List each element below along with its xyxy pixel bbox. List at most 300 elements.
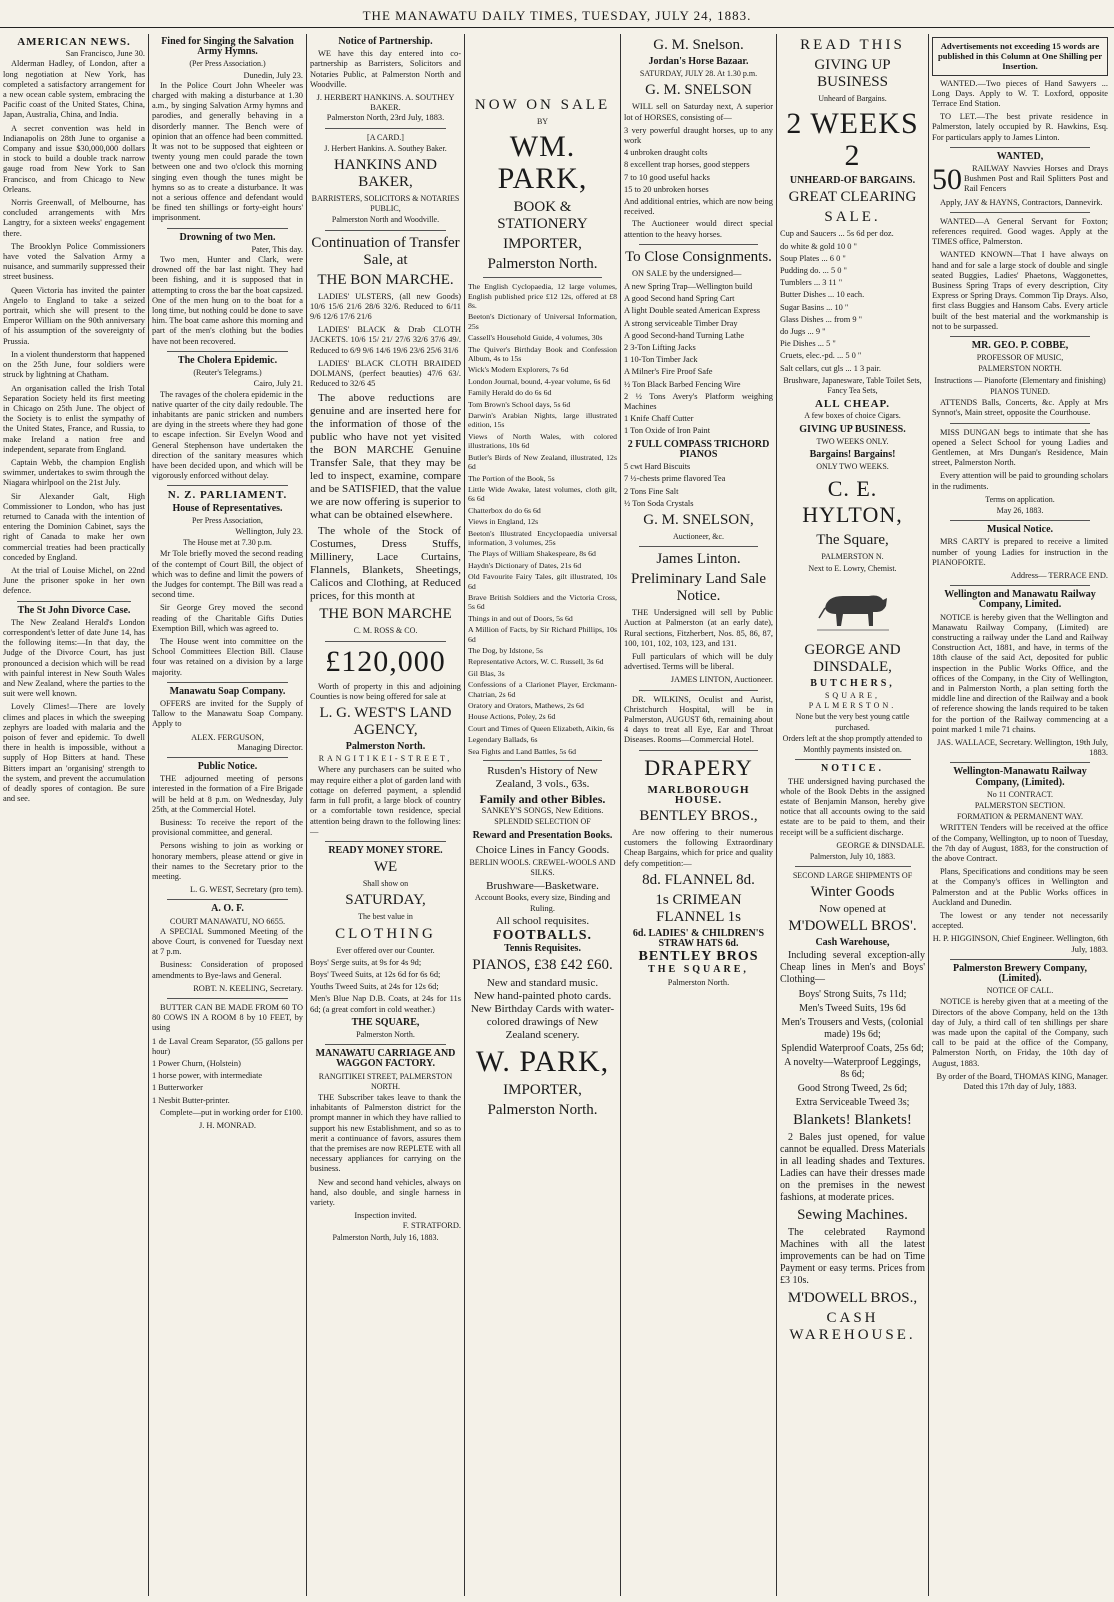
store-owner: BENTLEY BROS: [638, 949, 759, 965]
paragraph: At the trial of Louise Michel, on 22nd June the prisoner spoke in her own defence.: [3, 565, 145, 596]
ad-body: Every attention will be paid to grounding scholars in the rudiments.: [932, 471, 1108, 491]
ad-body: MISS DUNGAN begs to intimate that she has opened a Select School for young Ladies and Gentlemen, at Mrs Dungan's Residence, Main street, Palmerston North.: [932, 427, 1108, 468]
divider: [17, 601, 131, 602]
ad-heading: DRAPERY: [644, 754, 753, 780]
list-item: A Milner's Fire Proof Safe: [624, 367, 713, 377]
sale-item: LADIES' ULSTERS, (all new Goods) 10/6 15/6 21/6 28/6 32/6. Reduced to 6/11 9/6 12/6 17/6 21/6: [310, 291, 461, 322]
article-heading: The St John Divorce Case.: [17, 604, 131, 616]
ad-day: SATURDAY,: [345, 892, 426, 909]
paragraph: Captain Webb, the champion English swimmer, undertakes to swim through the Niagara whirlpool on the 21st July.: [3, 457, 145, 488]
list-item: 1 horse power, with intermediate: [152, 1071, 263, 1081]
agency-location: Palmerston North.: [345, 741, 426, 753]
paragraph: An organisation called the Irish Total Separation Society held its first meeting in Chicago on 25th June. The object of the Society is to enlist the sympathy of the United States, France, and Russia, to make Ireland a nation free and independent, separate from England.: [3, 383, 145, 454]
list-item: Sea Fights and Land Battles, 5s 6d: [468, 746, 577, 756]
ad-we: WE: [373, 859, 398, 876]
partner-names: J. HERBERT HANKINS. A. SOUTHEY BAKER.: [316, 93, 455, 113]
agency-name: L. G. WEST'S LAND AGENCY,: [319, 705, 452, 739]
equipment-list: [152, 1037, 303, 1106]
ad-line: Monthly payments insisted on.: [803, 745, 902, 755]
list-item: A strong serviceable Timber Dray: [624, 318, 738, 328]
column-shops: [777, 34, 928, 1596]
ad-signature: ALEX. FERGUSON,: [191, 732, 264, 742]
ad-line: Now opened at: [819, 903, 886, 916]
paragraph: Queen Victoria has invited the painter Angelo to England to take a seized portrait, which she will present to the Emperor William on the 90th anniversary of his assumption of the sovereignty of Prussia.: [3, 285, 145, 346]
store-location: Palmerston North.: [667, 977, 730, 987]
list-item: Butter Dishes ... 10 each.: [780, 290, 865, 300]
ad-heading: Wellington-Manawatu Railway Company, (Limited).: [953, 766, 1087, 788]
paragraph: In the Police Court John Wheeler was charged with making a disturbance at 1.30 a.m., by singing Salvation Army hymns and parodies, and generally behaving in a disorderly manner. The Bench were of opinion that an offence had been committed. It was not to be supposed that eighteen or twenty young men could parade the town between one and two o'clock this morning singing even though the tunes might be hymns so as to create a disturbance. It was not a serious offence and defendant would be fined ten shillings or forty-eight hours' imprisonment.: [152, 80, 303, 223]
list-item: Wick's Modern Explorers, 7s 6d: [468, 365, 569, 375]
list-item: Men's Trousers and Vests, (colonial made) 19s 6d;: [781, 1016, 924, 1040]
list-item: Boys' Serge suits, at 9s for 4s 9d;: [310, 957, 422, 967]
list-item: Views of North Wales, with colored illustrations, 10s 6d: [468, 431, 617, 451]
column-auctions: [621, 34, 776, 1596]
ad-line: BERLIN WOOLS. CREWEL-WOOLS AND SILKS.: [469, 857, 616, 878]
ad-body: THE adjourned meeting of persons interested in the formation of a Fire Brigade will be held at 8 p.m. on Wednesday, July 25th, at the Commercial Hotel.: [152, 774, 303, 814]
store-type: Cash Warehouse,: [815, 936, 890, 948]
divider: [639, 690, 758, 691]
ad-line: Reward and Presentation Books.: [472, 829, 613, 841]
list-item: 1 10-Ton Timber Jack: [624, 355, 698, 365]
sitting-time: The House met at 7.30 p.m.: [183, 538, 272, 548]
store-location: Palmerston North.: [356, 1029, 415, 1039]
ad-body: WILL sell on Saturday next, A superior lot of HORSES, consisting of—: [624, 102, 773, 122]
navvies-ad: [932, 164, 1108, 198]
dateline: Dunedin, July 23.: [243, 70, 303, 80]
shop-name: W. PARK,: [475, 1045, 610, 1079]
ad-line: 6d. LADIES' & CHILDREN'S STRAW HATS 6d.: [632, 927, 765, 949]
list-item: Extra Serviceable Tweed 3s;: [795, 1096, 910, 1108]
list-item: A good Second-hand Turning Lathe: [624, 330, 745, 340]
ad-heading: GIVING UP BUSINESS: [814, 57, 891, 90]
paragraph: Two men, Hunter and Clark, were drowned off the bar last night. They had been fishing, and it is supposed that in attempting to cross the bar the boat capsized. One of the men hung on to the boat for a long time, but nothing could be done to save him. The boat came ashore this morning and part of the men's clothing but the bodies have not been recovered.: [152, 255, 303, 346]
list-item: Pudding do. ... 5 0 ": [780, 266, 847, 276]
firm-title: BARRISTERS, SOLICITORS & NOTARIES PUBLIC,: [311, 194, 460, 214]
divider: [325, 841, 446, 842]
ad-heading: Preliminary Land Sale Notice.: [631, 571, 766, 605]
ad-body: NOTICE is hereby given that the Wellington and Manawatu Railway Company, (Limited) are constructing a railway under the Land and Railway Construction Act, 1881, and have, in terms of the 18th clause of the said Act, deposited for public inspection in the Public Works Office, and the offices of the Company, in the City of Wellington, and in Palmerston North, a plan setting forth the middle line and direction of the Railway and a book of reference showing the lands required to be taken for the portion of the Railway commencing at a point marked 1 mile 71 chains.: [932, 612, 1108, 734]
ad-body: New and second hand vehicles, always on hand, also double, and single harness in variety.: [310, 1177, 461, 1207]
horse-list: [624, 126, 773, 218]
property-value: £120,000: [325, 644, 446, 678]
list-item: The English Cyclopaedia, 12 large volumes, English published price £12 12s, offered at £8 8s.: [468, 282, 617, 311]
divider: [950, 959, 1091, 960]
ad-heading: Winter Goods: [810, 884, 895, 901]
ad-signature: J. H. MONRAD.: [198, 1121, 256, 1131]
ad-by: BY: [536, 117, 549, 126]
shop-location: Palmerston North.: [487, 1102, 598, 1119]
consignment-list: [624, 282, 773, 437]
firm-location: Palmerston North and Woodville.: [331, 215, 440, 225]
ad-heading: NOTICE.: [821, 763, 884, 775]
divider: [950, 423, 1091, 424]
store-owner: BENTLEY BROS.,: [639, 807, 758, 824]
ad-body: Business: To receive the report of the provisional committee, and general.: [152, 818, 303, 838]
list-item: Haydn's Dictionary of Dates, 21s 6d: [468, 560, 582, 570]
ad-line: Terms on application.: [985, 494, 1055, 504]
ad-line: Inspection invited.: [354, 1211, 417, 1221]
ad-heading: READY MONEY STORE.: [328, 844, 443, 856]
ad-line: Brushware—Basketware.: [486, 880, 599, 893]
butcher-trade: BUTCHERS,: [810, 677, 895, 689]
list-item: 7 ½-chests prime flavored Tea: [624, 474, 726, 484]
list-item: Glass Dishes ... from 9 ": [780, 314, 863, 324]
article-heading: N. Z. PARLIAMENT.: [167, 489, 288, 502]
list-item: Cruets, elec.-pd. ... 5 0 ": [780, 351, 862, 361]
ad-body: ATTENDS Balls, Concerts, &c. Apply at Mrs Synnot's, Main street, opposite the Courthouse.: [932, 398, 1108, 418]
shop-address: PALMERSTON N.: [821, 552, 884, 562]
list-item: The Dog, by Idstone, 5s: [468, 646, 543, 656]
column-classifieds: [929, 34, 1114, 1596]
ad-line: A few boxes of choice Cigars.: [804, 411, 901, 421]
classified-ad: WANTED KNOWN—That I have always on hand and for sale a large stock of double and single seated Buggies, Ladies' Phaetons, Waggonettes, Business Spring Traps of every description, City Express or Spring Drays. Common Tip Drays. Also, first class Buggies and Hansom Cabs. Every article built of the best material and the workmanship is not to be surpassed.: [932, 250, 1108, 331]
divider: [167, 228, 288, 229]
paragraph: The Brooklyn Police Commissioners have voted the Salvation Army a nuisance, and summarily suppressed their street business.: [3, 241, 145, 282]
classified-ad: WANTED—A General Servant for Foxton; references required. Good wages. Apply at the TIMES office, Palmerston.: [932, 216, 1108, 247]
list-item: Tom Brown's School days, 5s 6d: [468, 399, 571, 409]
ad-line: 2 FULL COMPASS TRICHORD PIANOS: [627, 438, 770, 460]
ad-line: SALE.: [824, 209, 881, 226]
divider: [950, 212, 1091, 213]
ad-signature: JAS. WALLACE, Secretary. Wellington, 19th July, 1883.: [937, 737, 1108, 758]
ad-address: Address— TERRACE END.: [1010, 570, 1108, 580]
ad-date: Palmerston, July 10, 1883.: [809, 851, 896, 861]
ad-line: RANGITIKEI STREET, PALMERSTON NORTH.: [318, 1071, 453, 1091]
classified-rates: Advertisements not exceeding 15 words are published in this Column at One Shilling per Insertion.: [932, 37, 1108, 76]
bull-illustration-icon: [813, 578, 893, 638]
ad-body: OFFERS are invited for the Supply of Tallow to the Manawatu Soap Company. Apply to: [152, 698, 303, 729]
store-name: M'DOWELL BROS'.: [788, 917, 917, 934]
ad-date: May 26, 1883.: [996, 505, 1044, 515]
auctioneer-name: G. M. SNELSON,: [643, 511, 754, 528]
list-item: Things in and out of Doors, 5s 6d: [468, 613, 573, 623]
goods-list: [624, 462, 773, 509]
classified-ad: TO LET.—The best private residence in Palmerston, lately occupied by R. Hawkins, Esq. For particulars apply to James Linton.: [932, 112, 1108, 142]
press-association: (Per Press Association.): [189, 59, 266, 69]
ad-line: The best value in: [358, 912, 413, 922]
paragraph: Alderman Hadley, of London, after a long negotiation at New York, has completed a satisfactory arrangement for a new ocean cable system, embracing the Pacific coast of the United States, China, Japan, Australia, China, and India.: [3, 59, 145, 120]
divider: [639, 244, 758, 245]
ad-read-this: READ THIS: [800, 37, 905, 53]
ad-heading: Sewing Machines.: [797, 1206, 908, 1223]
court-name: COURT MANAWATU, NO 6655.: [169, 916, 286, 926]
list-item: 15 to 20 unbroken horses: [624, 184, 709, 194]
list-item: Boys' Tweed Suits, at 12s 6d for 6s 6d;: [310, 969, 441, 979]
masthead: THE MANAWATU DAILY TIMES, TUESDAY, JULY 24, 1883.: [0, 8, 1114, 28]
ad-line: GIVING UP BUSINESS.: [799, 423, 906, 435]
ad-line: PIANOS, £38 £42 £60.: [472, 957, 613, 974]
ad-line: Account Books, every size, Binding and Ruling.: [474, 893, 611, 913]
ad-signature: ROBT. N. KEELING, Secretary.: [193, 983, 303, 993]
auctioneer-name: G. M. SNELSON: [645, 82, 752, 99]
ad-line: SANKEY'S SONGS, New Editions.: [481, 806, 604, 816]
ad-line: Choice Lines in Fancy Goods.: [475, 843, 610, 856]
ad-line: Shall show on: [362, 879, 409, 889]
shop-owner: C. E. HYLTON,: [802, 476, 903, 528]
ad-line: None but the very best young cattle purchased.: [795, 712, 910, 732]
ad-body: Business: Consideration of proposed amendments to Bye-laws and General.: [152, 960, 303, 980]
list-item: 3 very powerful draught horses, up to any work: [624, 125, 773, 146]
ad-line: New Birthday Cards with water-colored drawings of New Zealand scenery.: [470, 1003, 615, 1042]
list-item: Men's Tweed Suits, 19s 6d: [799, 1002, 906, 1014]
shop-importer: IMPORTER,: [503, 236, 582, 253]
ad-line: Family and other Bibles.: [479, 792, 606, 807]
card-names: J. Herbert Hankins. A. Southey Baker.: [324, 143, 447, 153]
ad-body: DR. WILKINS, Oculist and Aurist, Christchurch Hospital, will be in Palmerston, AUGUST 6th, remaining about 4 days to treat all Eye, Ear and Throat Diseases. Rooms—Commercial Hotel.: [624, 694, 773, 745]
ad-body: The lowest or any tender not necessarily accepted.: [932, 911, 1108, 931]
list-item: Views in England, 12s: [468, 517, 539, 527]
list-item: The Plays of William Shakespeare, 8s 6d: [468, 549, 596, 559]
ad-line: No 11 CONTRACT.: [987, 789, 1053, 799]
list-item: 1 Knife Chaff Cutter: [624, 414, 694, 424]
dateline: Wellington, July 23.: [235, 526, 303, 536]
crockery-list: [780, 229, 925, 373]
ad-body: Including several exception-ally Cheap lines in Men's and Boys' Clothing—: [780, 949, 925, 985]
list-item: Legendary Ballads, 6s: [468, 735, 538, 745]
list-item: Confessions of a Clarionet Player, Erckmann-Chatrian, 2s 6d: [468, 680, 617, 699]
list-item: Pie Dishes ... 5 ": [780, 339, 836, 349]
list-item: Beeton's Illustrated Encyclopaedia universal information, 3 volumes, 25s: [468, 528, 617, 547]
list-item: The Quiver's Birthday Book and Confession Album, 4s to 15s: [468, 344, 617, 364]
spacer: [468, 34, 617, 94]
classified-ad: WANTED.—Two pieces of Hand Sawyers ... Long Days. Apply to W. T. Loxford, opposite Terrace End Station.: [932, 78, 1108, 109]
article-heading: The Cholera Epidemic.: [177, 354, 278, 366]
ad-signature: GEORGE & DINSDALE.: [836, 840, 925, 850]
ad-line: PALMERSTON SECTION.: [974, 801, 1066, 810]
article-subheading: House of Representatives.: [172, 502, 283, 514]
ad-body: Are now offering to their numerous customers the following Extraordinary Cheap Bargains, which for price and quality defy competition:—: [624, 827, 773, 868]
divider: [325, 128, 446, 129]
ad-heading: A. O. F.: [211, 903, 244, 915]
divider: [167, 351, 288, 352]
divider: [950, 585, 1091, 586]
ad-heading: Manawatu Soap Company.: [169, 685, 286, 697]
store-name: THE BON MARCHE.: [317, 271, 454, 288]
agency-street: RANGITIKEI-STREET,: [318, 754, 453, 764]
ad-body: THE undersigned having purchased the whole of the Book Debts in the assigned estate of Benjamin Manson, hereby give notice that all accounts owing to the said estate are to be paid to them, and their receipt will be a sufficient discharge.: [780, 776, 925, 837]
list-item: 1 de Laval Cream Separator, (55 gallons per hour): [152, 1036, 303, 1056]
divider: [325, 1044, 446, 1045]
store-type: CASH WAREHOUSE.: [789, 1309, 916, 1343]
ad-heading: Musical Notice.: [986, 524, 1054, 536]
ad-body: The above reductions are genuine and are inserted here for the information of those of the public who have not yet visited the BON MARCHE Genuine Transfer Sale, that they may be led to inspect, examine, compare and be SATISFIED, that the value we are now offering is superior to what can be obtained elsewhere.: [310, 392, 461, 522]
list-item: Soup Plates ... 6 0 ": [780, 253, 846, 263]
ad-signature: JAMES LINTON, Auctioneer.: [670, 675, 773, 685]
ad-line: New hand-painted photo cards.: [473, 990, 612, 1003]
divider: [167, 485, 288, 486]
list-item: Family Herald do do 6s 6d: [468, 388, 552, 398]
ad-line: Ever offered over our Counter.: [336, 945, 435, 955]
paragraph: Sir George Grey moved the second reading of the Charitable Gifts Duties Exemption Bill, which was agreed to.: [152, 603, 303, 633]
list-item: The Portion of the Book, 5s: [468, 473, 555, 483]
list-item: Splendid Waterproof Coats, 25s 6d;: [781, 1042, 924, 1054]
ad-line: 8d. FLANNEL 8d.: [642, 871, 755, 888]
notice-date: Palmerston North, 23rd July, 1883.: [326, 113, 445, 123]
ad-line: Brushware, Japanesware, Table Toilet Sets, Fancy Tea Sets,: [783, 375, 922, 396]
ad-signature-title: Managing Director.: [237, 742, 303, 752]
list-item: ½ Ton Black Barbed Fencing Wire: [624, 379, 741, 389]
divider: [639, 750, 758, 751]
divider: [167, 682, 288, 683]
divider: [325, 230, 446, 231]
ad-body: The celebrated Raymond Machines with all the latest improvements can be had on Time Payment or easy terms. Prices from £3 10s.: [780, 1226, 925, 1286]
list-item: Salt cellars, cut gls ... 1 3 pair.: [780, 363, 881, 373]
shop-location: Palmerston North.: [487, 256, 598, 273]
shop-name: WM. PARK,: [497, 130, 588, 196]
list-item: A new Spring Trap—Wellington build: [624, 282, 753, 292]
ad-body: Full particulars of which will be duly advertised. Terms will be liberal.: [624, 651, 773, 672]
ad-heading: Wellington and Manawatu Railway Company, Limited.: [944, 589, 1096, 611]
divider: [167, 899, 288, 900]
butcher-address: SQUARE, PALMERSTON.: [808, 691, 897, 711]
ad-body: THE Undersigned will sell by Public Auction at Palmerston (at an early date), Rural sections, Fitzherbert, Nos. 85, 86, 87, 100, 101, 102, 103, 123, and 131.: [624, 608, 773, 648]
ad-line: Instructions — Pianoforte (Elementary and finishing): [934, 375, 1106, 385]
ad-heading: Public Notice.: [197, 761, 258, 772]
paragraph: Lovely Climes!—There are lovely climes and places in which the sweeping zephyrs are loaded with malaria and the poison of fever and epidemic. To dwell there in health is impossible, without a supply of Hop Bitters at hand. These Bitters impart an 'organising' strength to the system, and prevent the accumulation of deadly spores of contagion. Be sure and see.: [3, 702, 145, 804]
ad-line: All school requisites.: [495, 914, 590, 927]
divider: [950, 336, 1091, 337]
store-name: THE BON MARCHE: [319, 606, 452, 623]
sale-item: LADIES' BLACK CLOTH BRAIDED DOLMANS, (perfect beauties) 47/6 63/. Reduced to 32/6 45: [310, 358, 461, 389]
ad-body: ON SALE by the undersigned—: [632, 268, 742, 278]
paragraph: The House went into committee on the School Committees Election Bill. Clause four was retained on a division by a large majority.: [152, 636, 303, 677]
list-item: Youths Tweed Suits, at 24s for 12s 6d;: [310, 982, 439, 992]
ad-weeks: 2 WEEKS 2: [786, 107, 919, 173]
ad-line: Unheard of Bargains.: [818, 94, 887, 103]
list-item: Chatterbox do do 6s 6d: [468, 505, 541, 515]
list-item: 2 3-Ton Lifting Jacks: [624, 343, 696, 353]
book-list: [468, 282, 617, 756]
shop-trade: BOOK & STATIONERY: [497, 199, 588, 233]
list-item: 2 ½ Tons Avery's Platform weighing Machines: [624, 391, 773, 412]
ad-heading: Notice of Partnership.: [338, 36, 433, 47]
ad-body: NOTICE is hereby given that at a meeting of the Directors of the above Company, held on the 13th day of July, a third call of ten shillings per share was made upon the capital of the Company, such call to be paid at the office of the Company, Palmerston North, on Friday, the 10th day of August, 1883.: [932, 997, 1108, 1068]
ad-signature: F. STRATFORD.: [402, 1221, 461, 1231]
ad-line: UNHEARD-OF BARGAINS.: [789, 175, 916, 187]
list-item: Representative Actors, W. C. Russell, 3s 6d: [468, 657, 604, 667]
ad-body: Complete—put in working order for £100.: [160, 1107, 303, 1117]
divider: [167, 998, 288, 999]
divider: [795, 866, 911, 867]
article-heading: AMERICAN NEWS.: [17, 36, 131, 48]
ad-line: Orders left at the shop promptly attended to: [782, 733, 923, 743]
ad-line: NOTICE OF CALL.: [986, 986, 1054, 996]
paragraph: Sir Alexander Galt, High Commissioner to London, who has just returned to Canada with the intention of entering the Dominion Cabinet, says the right of Canada to make her own commercial treaties had been practically conceded by England.: [3, 491, 145, 562]
ad-item: CLOTHING: [335, 925, 436, 942]
paragraph: A secret convention was held in Indianapolis on 28th June to organise a Company and issue $30,000,000 dollars in stock to build a double track narrow gauge road from New York to San Francisco, and from Chicago to New Orleans.: [3, 123, 145, 194]
list-item: And additional entries, which are now being received.: [624, 197, 773, 217]
teacher-location: PALMERSTON NORTH.: [978, 364, 1062, 374]
teacher-title: PROFESSOR OF MUSIC,: [976, 353, 1064, 363]
auctioneer-name: G. M. Snelson.: [653, 37, 744, 53]
ad-body: Persons wishing to join as working or honorary members, please attend or give in their names to the Secretary prior to the meeting.: [152, 841, 303, 882]
divider: [950, 520, 1091, 521]
list-item: 1 Ton Oxide of Iron Paint: [624, 426, 711, 436]
list-item: 8 excellent trap horses, good steppers: [624, 160, 750, 170]
list-item: Court and Times of Queen Elizabeth, Aikin, 6s: [468, 723, 615, 733]
ad-signature: By order of the Board, THOMAS KING, Manager.: [936, 1071, 1108, 1081]
press-association: Per Press Association,: [192, 515, 263, 525]
list-item: A light Double seated American Express: [624, 306, 761, 316]
dateline: San Francisco, June 30.: [65, 49, 145, 59]
clothing-list: [780, 989, 925, 1109]
list-item: Butler's Birds of New Zealand, illustrated, 12s 6d: [468, 452, 617, 472]
column-ads-3: [307, 34, 464, 1596]
list-item: Good Strong Tweed, 2s 6d;: [797, 1082, 908, 1094]
list-item: Cassell's Household Guide, 4 volumes, 30s: [468, 333, 603, 343]
ad-signature: H. P. HIGGINSON, Chief Engineer. Wellington, 6th July, 1883.: [932, 934, 1108, 954]
list-item: Tumblers ... 3 11 ": [780, 278, 843, 288]
list-item: 4 unbroken draught colts: [624, 148, 708, 158]
column-news-2: [149, 34, 306, 1596]
divider: [950, 147, 1091, 148]
ad-line: SECOND LARGE SHIPMENTS OF: [792, 871, 913, 881]
paragraph: The New Zealand Herald's London correspondent's letter of date June 14, has the following items:—In that day, the Judge of the Divorce Court, has just pronounced a decision which will be read with painful interest in New South Wales and New Zealand, where the parties to the suit were well known.: [3, 617, 145, 699]
divider: [325, 641, 446, 642]
store-owner: C. M. ROSS & CO.: [353, 626, 418, 636]
ad-line: PIANOS TUNED.: [990, 386, 1050, 396]
ad-line: TWO WEEKS ONLY.: [816, 436, 889, 446]
ad-line: ALL CHEAP.: [814, 398, 890, 411]
clothing-list: [310, 958, 461, 1015]
list-item: 1 Butterworker: [152, 1083, 203, 1093]
ad-heading: Blankets! Blankets!: [793, 1111, 912, 1128]
divider: [950, 762, 1091, 763]
ad-body: THE Subscriber takes leave to thank the inhabitants of Palmerston district for the prompt manner in which they have rallied to support his new Establishment, and so as to merit a continuance of favors, assures them that the premises are now REPLETE with all necessary appliances for carrying on the business.: [310, 1092, 461, 1174]
list-item: 1 Nesbit Butter-printer.: [152, 1095, 230, 1105]
ad-body: A SPECIAL Summoned Meeting of the above Court, is convened for Tuesday next at 7 p.m.: [152, 926, 303, 957]
store-address: THE SQUARE,: [351, 1016, 420, 1028]
paragraph: The ravages of the cholera epidemic in the native quarter of the city daily redouble. The inhabitants are panic stricken and numbers are dying in the streets where they had gone to escape infection. Sir Evelyn Wood and General Stephenson have undertaken the direction of the sanitary measures which have been decided upon, and which will be vigorously enforced without delay.: [152, 389, 303, 481]
list-item: House Actions, Poley, 2s 6d: [468, 712, 556, 722]
list-item: A Million of Facts, by Sir Richard Phillips, 10s 6d: [468, 625, 617, 644]
ad-line: FOOTBALLS.: [492, 927, 593, 943]
shop-importer: IMPORTER,: [503, 1082, 582, 1099]
list-item: Men's Blue Nap D.B. Coats, at 24s for 11s 6d; (a great comfort in cold weather.): [310, 994, 461, 1014]
article-heading: Fined for Singing the Salvation Army Hymns.: [161, 36, 294, 58]
ad-heading: To Close Consignments.: [625, 248, 772, 265]
divider: [483, 277, 602, 278]
ad-body: The Auctioneer would direct special attention to the heavy horses.: [624, 219, 773, 239]
list-item: Brave British Soldiers and the Victoria Cross, 5s 6d: [468, 592, 617, 612]
shop-address: Next to E. Lowry, Chemist.: [808, 563, 897, 573]
ad-body: MRS CARTY is prepared to receive a limited number of young Ladies for instruction in the PIANOFORTE.: [932, 537, 1108, 567]
ad-body: Worth of property in this and adjoining Counties is now being offered for sale at: [310, 681, 461, 701]
ad-line: ONLY TWO WEEKS.: [816, 462, 889, 472]
list-item: 2 Tons Fine Salt: [624, 486, 679, 496]
ad-line: Tennis Requisites.: [504, 942, 581, 954]
list-item: Old Favourite Fairy Tales, gilt illustrated, 10s 6d: [468, 572, 617, 591]
store-name: M'DOWELL BROS.,: [787, 1289, 918, 1306]
list-item: do Jugs ... 9 ": [780, 327, 826, 337]
list-item: A good Second hand Spring Cart: [624, 294, 735, 304]
classified-heading: WANTED,: [996, 150, 1044, 162]
list-item: Cup and Saucers ... 5s 6d per doz.: [780, 229, 894, 239]
paragraph: In a violent thunderstorm that happened on the 25th June, four soldiers were struck by lightning at Chatham.: [3, 349, 145, 380]
list-item: Gil Blas, 3s: [468, 668, 505, 678]
divider: [639, 546, 758, 547]
ad-heading: Palmerston Brewery Company, (Limited).: [953, 962, 1087, 985]
firm-name: HANKINS AND BAKER,: [334, 157, 437, 191]
auctioneer-name: James Linton.: [656, 551, 741, 568]
ad-now-on-sale: NOW ON SALE: [474, 97, 611, 113]
ad-body: WE have this day entered into co-partnership as Barristers, Solicitors and Notaries Public, at Palmerston North and Woodville.: [310, 49, 461, 89]
column-american-news: [0, 34, 148, 1596]
list-item: 5 cwt Hard Biscuits: [624, 462, 691, 472]
classified-ad: RAILWAY Navvies Horses and Drays Bushmen Post and Rail Splitters Post and Rail Fencers: [964, 164, 1108, 194]
paragraph: Mr Tole briefly moved the second reading of the contempt of Court Bill, the object of which was to define and limit the powers of the Judges for contempt. The Bill was read a second time.: [152, 549, 303, 600]
ad-body: 2 Bales just opened, for value cannot be equalled. Dress Materials in all leading shades and Textures. Ladies can have their dresses made on the premises in the newest fashions, at moderate prices.: [780, 1131, 925, 1203]
